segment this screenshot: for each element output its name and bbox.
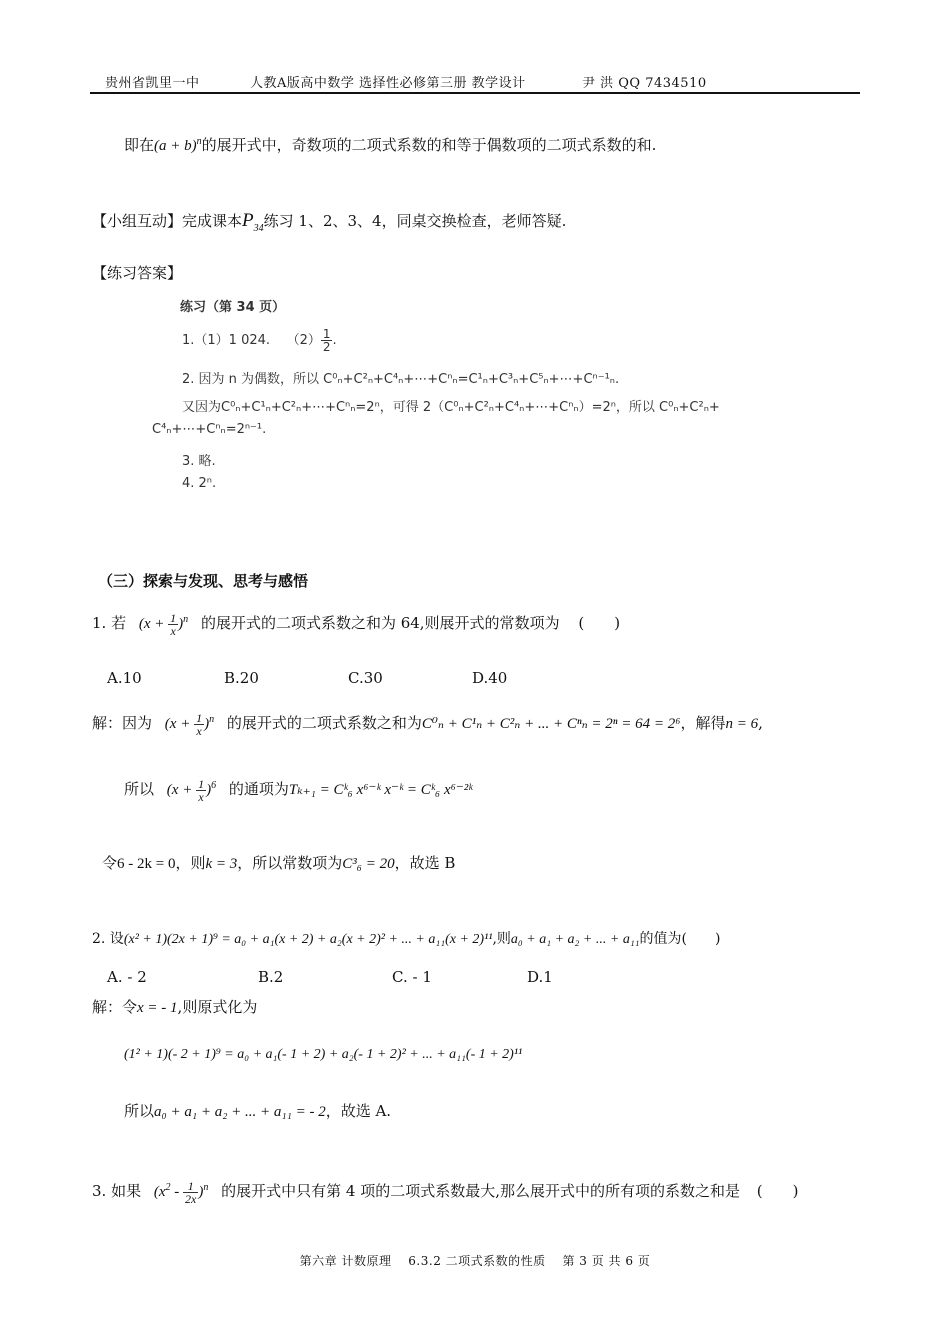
answers-label: 【练习答案】 <box>92 264 183 282</box>
q1-number: 1. 若 <box>92 614 127 632</box>
q2-res-eq: a₀ + a₁ + a₂ + ... + a₁₁ = - 2 <box>154 1104 326 1120</box>
answer-line-3: 又因为C⁰ₙ+C¹ₙ+C²ₙ+⋯+Cⁿₙ=2ⁿ，可得 2（C⁰ₙ+C²ₙ+C⁴ₙ+⋯+Cⁿₙ）=2ⁿ，所以 C⁰ₙ+C²ₙ+ <box>182 400 720 415</box>
q2-eq: (x² + 1)(2x + 1)⁹ = a₀ + a₁(x + 2) + a₂(x + 2)² + ... + a₁₁(x + 2)¹¹ <box>123 932 493 947</box>
q1-option-a: A.10 <box>107 669 142 687</box>
answers-scan <box>140 292 800 502</box>
q3-stem <box>92 1180 799 1205</box>
q1-let-k: k = 3 <box>205 856 238 872</box>
q1-gen-eq: Tₖ₊₁ = Cᵏ₆ x⁶⁻ᵏ x⁻ᵏ = Cᵏ₆ x⁶⁻²ᵏ <box>288 782 473 798</box>
q2-option-b: B.2 <box>258 968 284 986</box>
group-page: $P_{34}$ <box>242 210 264 234</box>
answer-line-6: 4. 2ⁿ. <box>182 476 217 491</box>
q2-solution-1: 解：令x = - 1,则原式化为 <box>92 998 258 1016</box>
q1-let-eq: 6 - 2k = 0 <box>117 856 176 872</box>
q2-option-a: A. - 2 <box>107 968 147 986</box>
q1-solution-1: 解：因为 (x + $\frac{1}{x}$ )$^n$ 的展开式的二项式系数之和为C⁰ₙ + C¹ₙ + C²ₙ + ... + Cⁿₙ = 2ⁿ = 64 = 2⁶，解得n = 6, <box>92 711 763 739</box>
q3-paren: ( ) <box>756 1182 799 1200</box>
q2-option-d: D.1 <box>527 968 553 986</box>
q1-text: 的展开式的二项式系数之和为 64,则展开式的常数项为 <box>200 614 560 632</box>
q3-number: 3. 如果 <box>92 1182 142 1200</box>
header-course: 人教A版高中数学 选择性必修第三册 教学设计 <box>250 76 526 91</box>
answers-title: 练习（第 34 页） <box>180 300 286 315</box>
group-line <box>92 210 566 234</box>
group-text1: 完成课本 <box>182 212 243 230</box>
intro-line <box>124 134 656 155</box>
answer-line-5: 3. 略. <box>182 454 216 469</box>
q2-number: 2. 设 <box>92 931 124 947</box>
intro-prefix: 即在 <box>124 136 155 154</box>
group-text2: 练习 1、2、3、4，同桌交换检查，老师答疑. <box>263 212 567 230</box>
q2-solution-2 <box>124 1046 522 1063</box>
q2-sum: a₀ + a₁ + a₂ + ... + a₁₁ <box>510 932 640 947</box>
q1-solution-2: 所以 (x + $\frac{1}{x}$ )$^6$ 的通项为Tₖ₊₁ = Cᵏ₆ x⁶⁻ᵏ x⁻ᵏ = Cᵏ₆ x⁶⁻²ᵏ <box>124 777 473 805</box>
q3-text: 的展开式中只有第 4 项的二项式系数最大,那么展开式中的所有项的系数之和是 <box>221 1182 740 1200</box>
header-author: 尹 洪 QQ 7434510 <box>582 76 707 91</box>
q2-stem: 2. 设(x² + 1)(2x + 1)⁹ = a₀ + a₁(x + 2) + a₂(x + 2)² + ... + a₁₁(x + 2)¹¹,则a₀ + a₁ + a₂ + ... + a₁₁的值为( ) <box>92 931 721 947</box>
answer-line-1: 1.（1）1 024. （2） $\frac{1}{2}$ . <box>182 327 337 354</box>
intro-expr: $(a + b)^n$ <box>154 136 202 154</box>
q1-expr: (x + $\frac{1}{x}$ )$^n$ <box>138 611 189 639</box>
q1-paren: ( ) <box>578 614 621 632</box>
answer-line-2: 2. 因为 n 为偶数，所以 C⁰ₙ+C²ₙ+C⁴ₙ+⋯+Cⁿₙ=C¹ₙ+C³ₙ+C⁵ₙ+⋯+Cⁿ⁻¹ₙ. <box>182 372 620 387</box>
q1-solution-3: 令6 - 2k = 0，则k = 3，所以常数项为C³₆ = 20，故选 B <box>102 854 456 872</box>
intro-suffix: 的展开式中，奇数项的二项式系数的和等于偶数项的二项式系数的和. <box>201 136 657 154</box>
header-school: 贵州省凯里一中 <box>105 76 200 91</box>
q3-expr: ($x^2$ - $\frac{1}{2x}$ )$^n$ <box>153 1179 209 1207</box>
q1-sol-eq: C⁰ₙ + C¹ₙ + C²ₙ + ... + Cⁿₙ = 2ⁿ = 64 = 2⁶ <box>421 716 681 732</box>
q1-sol-expr: (x + $\frac{1}{x}$ )$^n$ <box>164 711 215 739</box>
header-rule <box>90 92 860 94</box>
section3-title: （三）探索与发现、思考与感悟 <box>98 572 309 590</box>
page-footer: 第六章 计数原理 6.3.2 二项式系数的性质 第 3 页 共 6 页 <box>299 1254 651 1268</box>
answer-line-4: C⁴ₙ+⋯+Cⁿₙ=2ⁿ⁻¹. <box>152 422 267 437</box>
q1-sol-n: n = 6 <box>725 716 759 732</box>
q1-option-d: D.40 <box>472 669 508 687</box>
group-label: 【小组互动】 <box>92 212 183 230</box>
q1-option-b: B.20 <box>224 669 259 687</box>
q1-option-c: C.30 <box>348 669 383 687</box>
q1-let-c: C³₆ = 20 <box>342 856 395 872</box>
q2-sub-eq: (1² + 1)(- 2 + 1)⁹ = a₀ + a₁(- 1 + 2) + a₂(- 1 + 2)² + ... + a₁₁(- 1 + 2)¹¹ <box>124 1047 523 1062</box>
q2-solution-3: 所以a₀ + a₁ + a₂ + ... + a₁₁ = - 2，故选 A. <box>124 1102 392 1120</box>
q1-stem <box>92 612 620 637</box>
q1-gen-expr: (x + $\frac{1}{x}$ )$^6$ <box>166 777 217 805</box>
q2-sol-x: x = - 1 <box>137 1000 178 1016</box>
q2-option-c: C. - 1 <box>392 968 432 986</box>
